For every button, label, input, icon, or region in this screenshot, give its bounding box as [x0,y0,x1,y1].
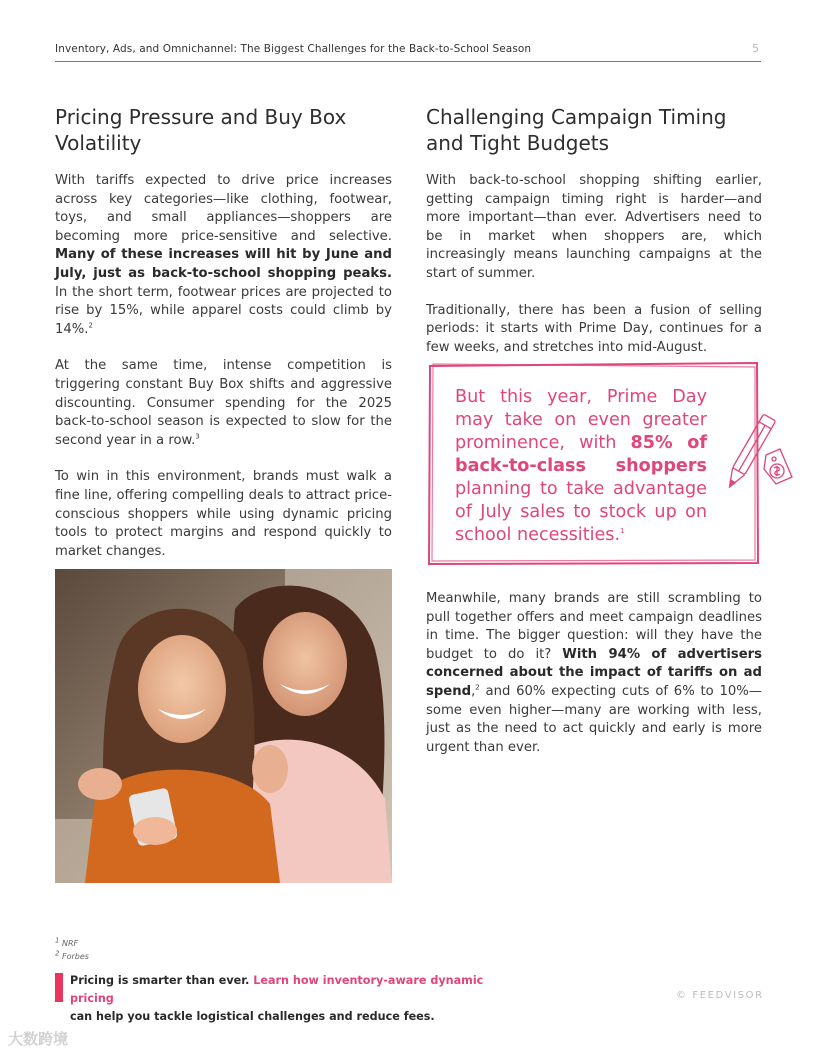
section-heading-pricing: Pricing Pressure and Buy Box Volatility [55,105,347,155]
paragraph: Meanwhile, many brands are still scrambling to pull together offers and meet campaign deadlines in time. The bigger question: will they have the budget to do it? With 94% of advertisers concerned about the impact of tariffs on ad spend,$^2$ and 60% expecting cuts of 6% to 10%—some even higher—many are working with less, just as the need to act quickly and early is more urgent than ever. [426,591,762,755]
footnote-number: 1 [55,936,60,945]
paragraph: With back-to-school shopping shifting earlier, getting campaign timing right is harder—and more important—than ever. Advertisers need to be in market when shoppers are, which increasingly means launching campaigns at the start of summer. [426,173,762,281]
watermark: 大数跨境 [8,1030,69,1048]
paragraph: Traditionally, there has been a fusion of selling periods: it starts with Prime Day, continues for a few weeks, and stretches into mid-August. [426,302,762,355]
cta-text [70,972,510,1026]
footnote-ref: 1 [620,527,625,536]
bold-text: With 94% of advertisers concerned about the impact of tariffs on ad spend [426,646,762,699]
photo-illustration [55,569,392,883]
dynamic-pricing-link[interactable]: Learn how inventory-aware dynamic pricing [70,974,484,1005]
footnote-number: 2 [55,949,60,958]
text: Meanwhile, many brands are still scrambling to pull together offers and meet campaign deadlines in time. The bigger question: will they have the budget to do it? [426,591,762,662]
page-header [55,40,761,62]
callout-text [455,386,707,547]
right-column [426,104,762,375]
paragraph: To win in this environment, brands must walk a fine line, offering compelling deals to attract price-conscious shoppers while using dynamic pricing tools to protect margins and respond quickly to market changes. [55,469,392,559]
cta-accent-bar [55,973,63,1002]
cta-tail: can help you tackle logistical challenges and reduce fees. [70,1010,435,1023]
prime-day-callout [428,362,759,565]
text: and 60% expecting cuts of 6% to 10%—some even higher—many are working with less, just as the need to act quickly and early is more urgent than ever. [426,683,762,755]
footnote-ref: 2 [475,683,480,692]
footnotes [55,937,89,963]
footnote-text: Forbes [62,952,89,961]
text: planning to take advantage of July sales to stock up on school necessities. [455,479,707,545]
footnote-ref: 2 [88,321,93,330]
footnote-ref: 3 [195,432,200,441]
copyright: © FEEDVISOR [676,990,764,1001]
pencil-price-tag-icon [718,407,793,507]
footnote-text: NRF [62,939,79,948]
text: At the same time, intense competition is triggering constant Buy Box shifts and aggressive discounting. Consumer spending for the 2025 back-to-school season is expected to slow for the second year in a row. [55,358,392,448]
footnote-2 [55,950,89,963]
paragraph [55,172,392,339]
section-heading-campaign: Challenging Campaign Timing and Tight Budgets [426,105,727,155]
mother-daughter-phone-photo [55,569,392,883]
cta-lead: Pricing is smarter than ever. [70,974,254,987]
page-number: 5 [752,42,759,55]
text: In the short term, footwear prices are projected to rise by 15%, while apparel costs could climb by 14%. [55,284,392,337]
left-column [55,104,392,579]
bold-text: Many of these increases will hit by June and July, just as back-to-school shopping peaks. [55,247,392,281]
right-column-continued [426,590,762,775]
text: With tariffs expected to drive price increases across key categories—like clothing, footwear, toys, and small appliances—shoppers are becoming more price-sensitive and selective. [55,173,392,244]
bold-text: 85% of back-to-class shoppers [455,433,707,476]
text: But this year, Prime Day may take on even greater prominence, with [455,387,707,453]
paragraph [55,357,392,450]
footnote-1 [55,937,89,950]
document-title: Inventory, Ads, and Omnichannel: The Biggest Challenges for the Back-to-School Season [55,43,532,55]
